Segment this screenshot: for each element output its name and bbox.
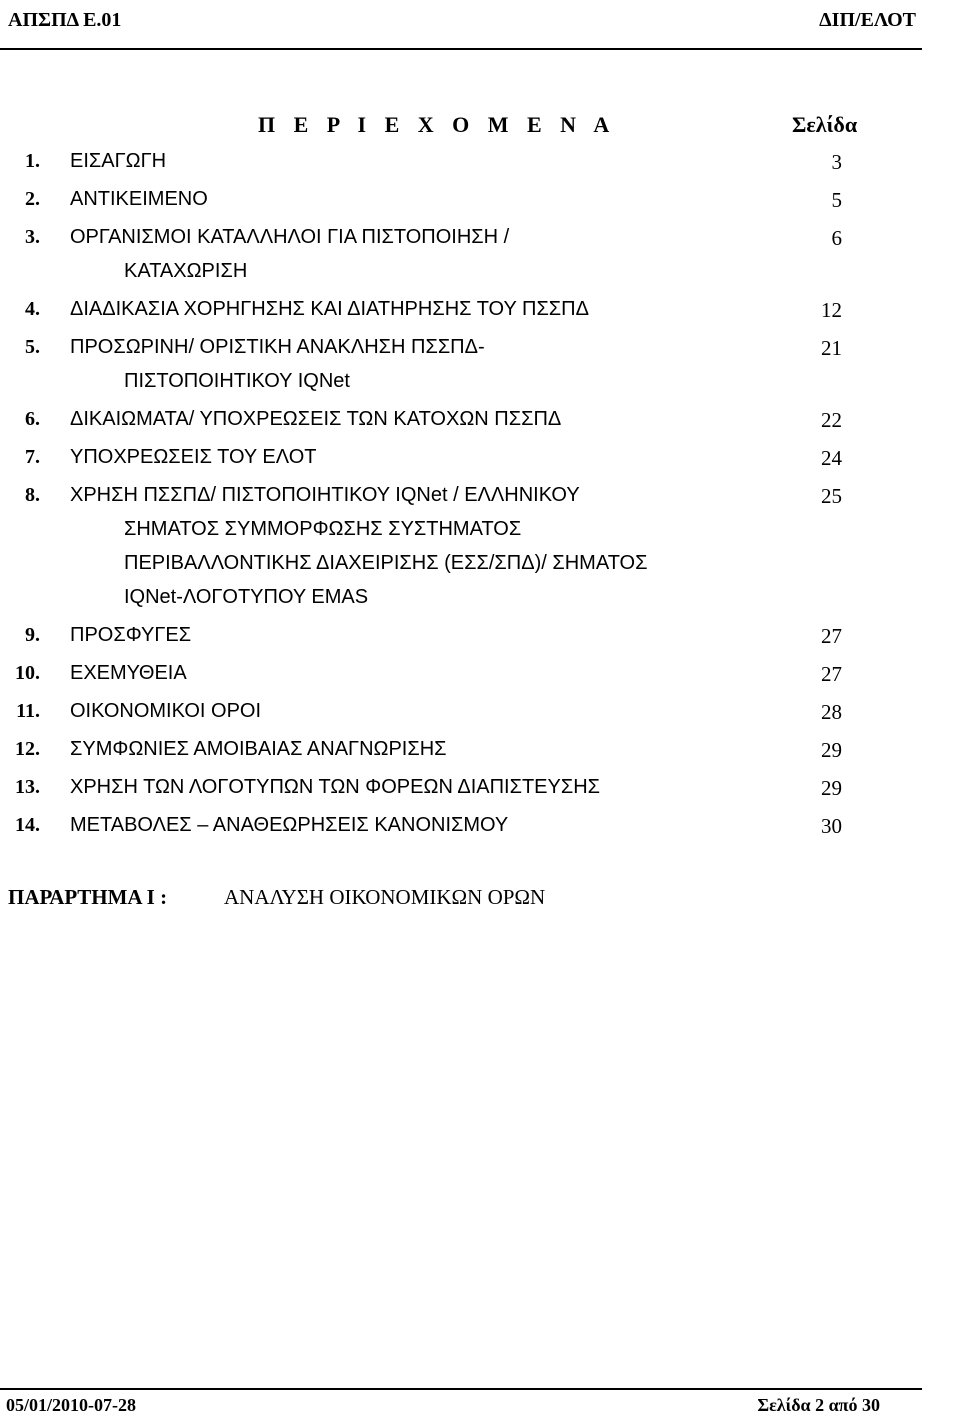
toc-entry-number: 1. bbox=[25, 150, 40, 172]
toc-entry-title-continuation: ΚΑΤΑΧΩΡΙΣΗ bbox=[124, 260, 248, 282]
toc-entry-page: 3 bbox=[831, 150, 842, 174]
toc-entry-page: 5 bbox=[831, 188, 842, 212]
toc-entry-title: ΠΡΟΣΦΥΓΕΣ bbox=[70, 624, 192, 646]
toc-entry-number: 6. bbox=[25, 408, 40, 430]
toc-entry-title: ΠΡΟΣΩΡΙΝΗ/ ΟΡΙΣΤΙΚΗ ΑΝΑΚΛΗΣΗ ΠΣΣΠΔ- bbox=[70, 336, 485, 358]
toc-entry-page: 29 bbox=[821, 776, 842, 800]
toc-entry-title: ΣΥΜΦΩΝΙΕΣ ΑΜΟΙΒΑΙΑΣ ΑΝΑΓΝΩΡΙΣΗΣ bbox=[70, 738, 447, 760]
toc-entry-title: ΔΙΚΑΙΩΜΑΤΑ/ ΥΠΟΧΡΕΩΣΕΙΣ ΤΩΝ ΚΑΤΟΧΩΝ ΠΣΣΠΔ bbox=[70, 408, 562, 430]
page-header bbox=[0, 0, 922, 50]
toc-entry-page: 27 bbox=[821, 624, 842, 648]
toc-entry-title: ΧΡΗΣΗ ΤΩΝ ΛΟΓΟΤΥΠΩΝ ΤΩΝ ΦΟΡΕΩΝ ΔΙΑΠΙΣΤΕΥΣΗΣ bbox=[70, 776, 601, 798]
toc-entry-title: ΕΙΣΑΓΩΓΗ bbox=[70, 150, 167, 172]
toc-entry-title: ΥΠΟΧΡΕΩΣΕΙΣ ΤΟΥ ΕΛΟΤ bbox=[70, 446, 317, 468]
toc-entry-title-continuation: ΠΙΣΤΟΠΟΙΗΤΙΚΟΥ IQNet bbox=[124, 370, 350, 392]
toc-entry-number: 10. bbox=[15, 662, 40, 684]
footer-page-number: Σελίδα 2 από 30 bbox=[757, 1395, 880, 1415]
toc-entry-page: 30 bbox=[821, 814, 842, 838]
toc-page-column-heading: Σελίδα bbox=[792, 112, 858, 137]
toc-title: Π Ε Ρ Ι Ε Χ Ο Μ Ε Ν Α bbox=[258, 112, 616, 137]
toc-entry-number: 3. bbox=[25, 226, 40, 248]
toc-entry-title: ΕΧΕΜΥΘΕΙΑ bbox=[70, 662, 187, 684]
toc-entry-page: 6 bbox=[831, 226, 842, 250]
toc-entry-page: 12 bbox=[821, 298, 842, 322]
toc-entry-title: ΟΡΓΑΝΙΣΜΟΙ ΚΑΤΑΛΛΗΛΟΙ ΓΙΑ ΠΙΣΤΟΠΟΙΗΣΗ / bbox=[70, 226, 510, 248]
header-organization: ΔΙΠ/ΕΛΟΤ bbox=[819, 9, 916, 31]
toc-entry-number: 11. bbox=[16, 700, 40, 722]
toc-entry-title: ΧΡΗΣΗ ΠΣΣΠΔ/ ΠΙΣΤΟΠΟΙΗΤΙΚΟΥ IQNet / ΕΛΛΗΝΙΚΟΥ bbox=[70, 484, 580, 506]
toc-entry-number: 14. bbox=[15, 814, 40, 836]
header-document-code: ΑΠΣΠΔ Ε.01 bbox=[8, 9, 122, 31]
toc-entry-page: 28 bbox=[821, 700, 842, 724]
toc-entry-number: 8. bbox=[25, 484, 40, 506]
toc-entry-page: 22 bbox=[821, 408, 842, 432]
toc-entry-number: 13. bbox=[15, 776, 40, 798]
toc-entry-page: 27 bbox=[821, 662, 842, 686]
toc-entry-title: ΟΙΚΟΝΟΜΙΚΟΙ ΟΡΟΙ bbox=[70, 700, 262, 722]
toc-entry-number: 4. bbox=[25, 298, 40, 320]
toc-entry-page: 24 bbox=[821, 446, 842, 470]
toc-entry-title-continuation: IQNet-ΛΟΓΟΤΥΠΟΥ EMAS bbox=[124, 586, 369, 608]
toc-entry-title: ΜΕΤΑΒΟΛΕΣ – ΑΝΑΘΕΩΡΗΣΕΙΣ ΚΑΝΟΝΙΣΜΟΥ bbox=[70, 814, 509, 836]
footer-date: 05/01/2010-07-28 bbox=[6, 1395, 136, 1415]
toc-entry-title-continuation: ΣΗΜΑΤΟΣ ΣΥΜΜΟΡΦΩΣΗΣ ΣΥΣΤΗΜΑΤΟΣ bbox=[124, 518, 522, 540]
page-footer bbox=[0, 1388, 922, 1423]
toc-entry-number: 5. bbox=[25, 336, 40, 358]
appendix-label: ΠΑΡΑΡΤΗΜΑ Ι : bbox=[8, 885, 168, 909]
toc-entry-number: 7. bbox=[25, 446, 40, 468]
appendix-title: ΑΝΑΛΥΣΗ ΟΙΚΟΝΟΜΙΚΩΝ ΟΡΩΝ bbox=[224, 885, 546, 909]
toc-entry-page: 21 bbox=[821, 336, 842, 360]
toc-entry-number: 2. bbox=[25, 188, 40, 210]
toc-entry-title-continuation: ΠΕΡΙΒΑΛΛΟΝΤΙΚΗΣ ΔΙΑΧΕΙΡΙΣΗΣ (ΕΣΣ/ΣΠΔ)/ ΣΗΜΑΤΟΣ bbox=[124, 552, 648, 574]
toc-entry-number: 12. bbox=[15, 738, 40, 760]
toc-entry-page: 25 bbox=[821, 484, 842, 508]
toc-entry-number: 9. bbox=[25, 624, 40, 646]
toc-entry-page: 29 bbox=[821, 738, 842, 762]
toc-entry-title: ΔΙΑΔΙΚΑΣΙΑ ΧΟΡΗΓΗΣΗΣ ΚΑΙ ΔΙΑΤΗΡΗΣΗΣ ΤΟΥ ΠΣΣΠΔ bbox=[70, 298, 589, 320]
toc-entry-title: ΑΝΤΙΚΕΙΜΕΝΟ bbox=[70, 188, 208, 210]
